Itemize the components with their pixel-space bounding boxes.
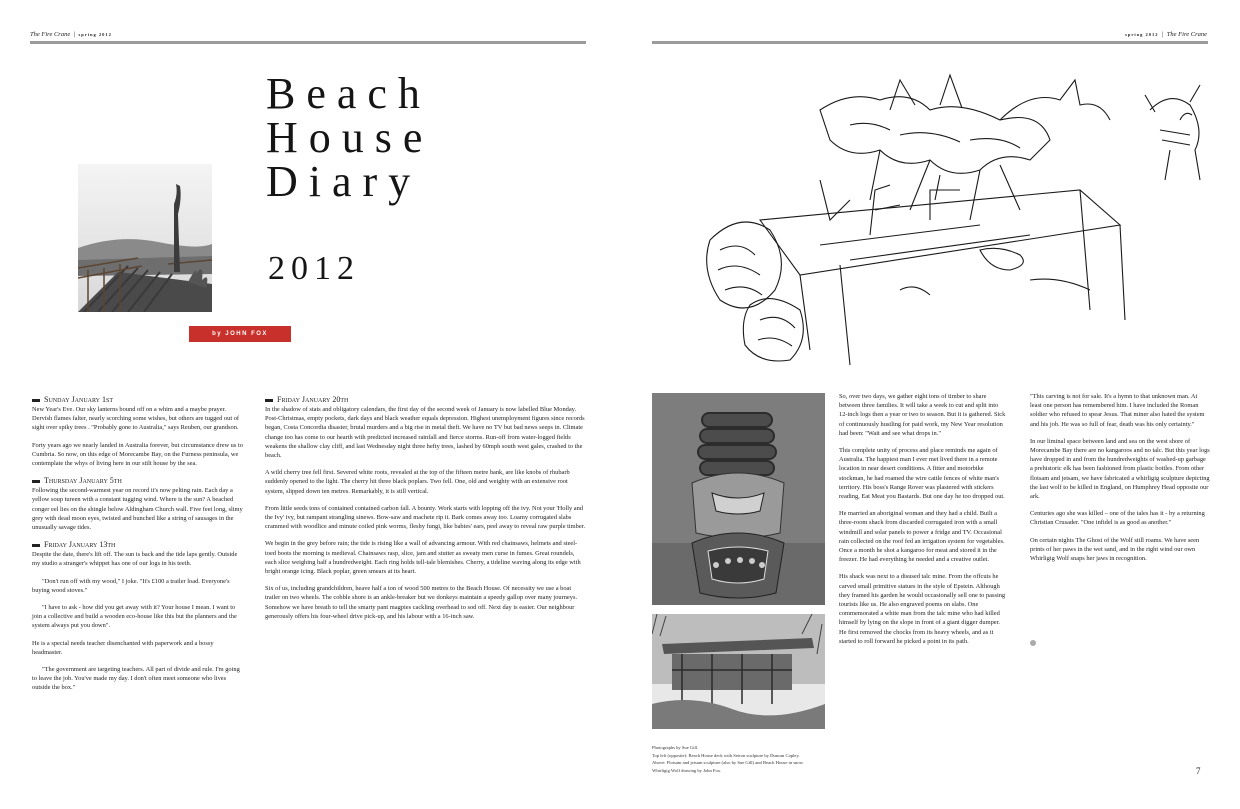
paragraph: He married an aboriginal woman and they had a child. Built a three-room shack from discarded corrugated iron with a small windmill and solar panels to power a fridge and TV. Occasional rain collected on the roof fed an irrigation system for vegetables. Once a month he shot a kangaroo for meat and stored it in the freezer. He had everything he needed and a creative outlet. xyxy=(839,510,1005,564)
header-rule-left xyxy=(30,41,586,44)
paragraph: From little seeds tons of contained contained carbon fall. A bounty. Work starts with lopping off the ivy. Not your 'Holly and the Ivy' ivy, but rampant strangling sinews. Bow-saw and machete rip it. Bark comes away too. Loamy corrugated slabs crammed with woodlice and minute coiled pink worms, fleshy fungi, like babies' ears, peel away to reveal raw purple timber. xyxy=(265,504,586,531)
text-column-3 xyxy=(839,392,1007,654)
paragraph: Despite the date, there's lift off. The sun is back and the tide laps gently. Outside my studio a stranger's whippet has one of our logs in his teeth. xyxy=(32,551,238,568)
entry-heading-jan-5: Thursday January 5th xyxy=(32,476,244,486)
paragraph: A wild cherry tree fell first. Severed white roots, revealed at the top of the fifteen metre bank, are like knobs of rhubarb suddenly opened to the light. The cherry hit three black poplars. Two fell. One, old and weighty with an extensive root system, slipped down ten metres. Remarkably, it is still vertical. xyxy=(265,469,570,495)
caption-line: Top left (opposite): Beach House deck with Seiron sculpture by Duncan Copley. xyxy=(652,752,800,758)
entry-heading-jan-1: Sunday January 1st xyxy=(32,395,244,405)
page-number: 7 xyxy=(1196,766,1201,776)
issue-right: spring 2012 xyxy=(1125,32,1159,37)
paragraph: He is a special needs teacher disenchanted with paperwork and a bossy headmaster. xyxy=(32,639,214,656)
article-title xyxy=(266,69,434,206)
running-header-right: spring 2012 | The Fire Crane xyxy=(1125,31,1207,38)
paragraph: New Year's Eve. Our sky lanterns bound off on a whim and a maybe prayer. Dervish flames falter, nearly scorching some wishes, but others are tugged out of sight over spiky trees . "Probably gone to Australia," says Reuben, our grandson. xyxy=(32,406,240,432)
running-header-left: The Fire Crane | spring 2012 xyxy=(30,31,112,38)
dash-icon xyxy=(32,544,40,547)
paragraph: In our liminal space between land and sea on the west shore of Morecambe Bay there are no kangaroos and no talc. But this year logs have dropped in and from the hundredweights of washed-up garbage a prehistoric elk has been fashioned from plastic bottles. From other flotsam and jetsam, we have fabricated a whirligig sculpture depicting the last wolf to be killed in England, on Humphrey Head opposite our ark. xyxy=(1030,437,1210,501)
text-column-2 xyxy=(265,393,587,629)
paragraph: "I have to ask - how did you get away with it? Your house I mean. I want to join a collective and build a wooden eco-house like this but the planners and the system always put you down". xyxy=(32,604,237,630)
magazine-name-right: The Fire Crane xyxy=(1166,31,1207,38)
end-mark-icon xyxy=(1030,640,1036,646)
entry-heading-jan-20: Friday January 20th xyxy=(265,395,587,405)
dash-icon xyxy=(265,399,273,402)
title-line-beach: Beach xyxy=(266,69,431,118)
beach-house-deck-photo xyxy=(78,164,212,312)
caption-line: Above: Flotsam and jetsam sculpture (also by Sue Gill) and Beach House in snow. xyxy=(652,760,804,766)
paragraph: On certain nights The Ghost of the Wolf still roams. We have seen prints of her paws in the wet sand, and in the right wind our own Whirligig Wolf snaps her jaws in recognition. xyxy=(1030,536,1200,563)
dash-icon xyxy=(32,480,40,483)
whirligig-wolf-drawing xyxy=(700,50,1220,385)
issue-left: spring 2012 xyxy=(78,32,112,37)
caption-line: Whirligig Wolf drawing by John Fox. xyxy=(652,767,722,773)
beach-house-snow-photo xyxy=(652,614,825,729)
byline-badge: by JOHN FOX xyxy=(189,326,291,342)
paragraph: So, over two days, we gather eight tons of timber to share between three families. It will take a week to cut and split into 12-inch logs then a year or two to season. But it is gathered. Sick of continuously hustling for paid work, my New Year resolution had been: "Wait and see what drops in." xyxy=(839,393,1006,437)
title-year: 2012 xyxy=(268,250,360,287)
photo-captions xyxy=(652,744,912,774)
title-line-house: House xyxy=(266,113,434,162)
text-column-4 xyxy=(1030,392,1210,571)
paragraph: In the shadow of stats and obligatory calendars, the first day of the second week of January is now labelled Blue Monday. Post-Christmas, empty pockets, dark days and black weather equals depression. Highest unemployment figures since records began, Costa Concordia disaster, brutal murders and a big rise in metal theft. We have no TV but bad news seeps in. Climate change too has come to our hearth with predicted increased rainfall and fierce storms. Run-off from water-logged fields weakens the shallow clay cliff, and last Wednesday night three hefty trees, lashed by 60mph south west gales, crashed to the beach. xyxy=(265,406,585,460)
header-rule-right xyxy=(652,41,1208,44)
entry-heading-jan-13: Friday January 13th xyxy=(32,540,244,550)
caption-line: Photographs by Sue Gill. xyxy=(652,745,699,750)
paragraph: His shack was next to a disused talc mine. From the offcuts he carved small primitive statues in the style of Epstein. Although they framed his garden he would occasionally sell one to passing tourists like us. He also engraved poems on slabs. One commemorated a white man from the talc mine who had killed himself by lying on the slope in front of a giant digger dumper. He first removed the chocks from its heavy wheels, and as it started to roll forward he picked a point in its path. xyxy=(839,573,1006,645)
paragraph: This complete unity of process and place reminds me again of Australia. The happiest man I ever met lived there in a remote location in near desert conditions. A fitter and motorbike stockman, he had roamed the wire cattle fences of white man's territory. His boss's Range Rover was plastered with stickers reading, Eat Meat you Bastards. But one day he too dropped out. xyxy=(839,447,1005,501)
paragraph: Following the second-warmest year on record it's now pelting rain. Each day a yellow soup tureen with a constant tugging wind. Where is the sun? A beached conger eel lies on the shingle below Aldingham Church wall. Five feet long, slimy grey with dead moon eyes, twisted and bunched like a string of sausages in the unusually savage tides. xyxy=(32,487,243,532)
title-line-diary: Diary xyxy=(266,157,422,206)
flotsam-sculpture-photo xyxy=(652,393,825,605)
paragraph: Forty years ago we nearly landed in Australia forever, but circumstance drew us to Cumbria. So now, on this edge of Morecambe Bay, on the Furness peninsula, we contemplate the whys of living here in our stilt house by the sea. xyxy=(32,441,243,468)
paragraph: Six of us, including grandchildren, heave half a ton of wood 500 metres to the Beach House. Of necessity we use a boat trailer on two wheels. The cobble shore is an ankle-breaker but we donkeys maintain a speedy gallop over many journeys. Somehow we have breath to tell the smarty pant magpies cackling overhead to sod off. Next day is easier. Our neighbour generously offers his four-wheel drive pick-up, and his labour with a 16-inch saw. xyxy=(265,585,578,620)
dash-icon xyxy=(32,399,40,402)
paragraph: "The government are targeting teachers. All part of divide and rule. I'm going to leave the job. You've made my day. I don't often meet someone who lives outside the box." xyxy=(32,666,240,692)
paragraph: We begin in the grey before rain; the tide is rising like a wall of advancing armour. With red chainsaws, helmets and steel-toed boots the morning is medieval. Chainsaws rasp, slice, jam and stutter as sweaty men curse in fumes. Great roundels, each slice weighing half a hundredweight. Each ring holds tell-tale blemishes. Cherry, a tideline waving along its edge with bright orange icing. Black poplar, green smears at its heart. xyxy=(265,540,581,576)
paragraph: Centuries ago she was killed – one of the tales has it - by a returning Christian Crusader. "One infidel is as good as another." xyxy=(1030,510,1205,527)
magazine-name-left: The Fire Crane xyxy=(30,31,71,38)
paragraph: "This carving is not for sale. It's a hymn to that unknown man. At least one person has remembered him. I have included the Roman soldier who refused to spear Jesus. That miner also hated the system and his job. He was so full of fear, death was his only certainty." xyxy=(1030,393,1205,428)
text-column-1 xyxy=(32,393,244,701)
paragraph: "Don't run off with my wood," I joke. "It's £100 a trailer load. Everyone's buying wood stoves." xyxy=(32,577,230,594)
